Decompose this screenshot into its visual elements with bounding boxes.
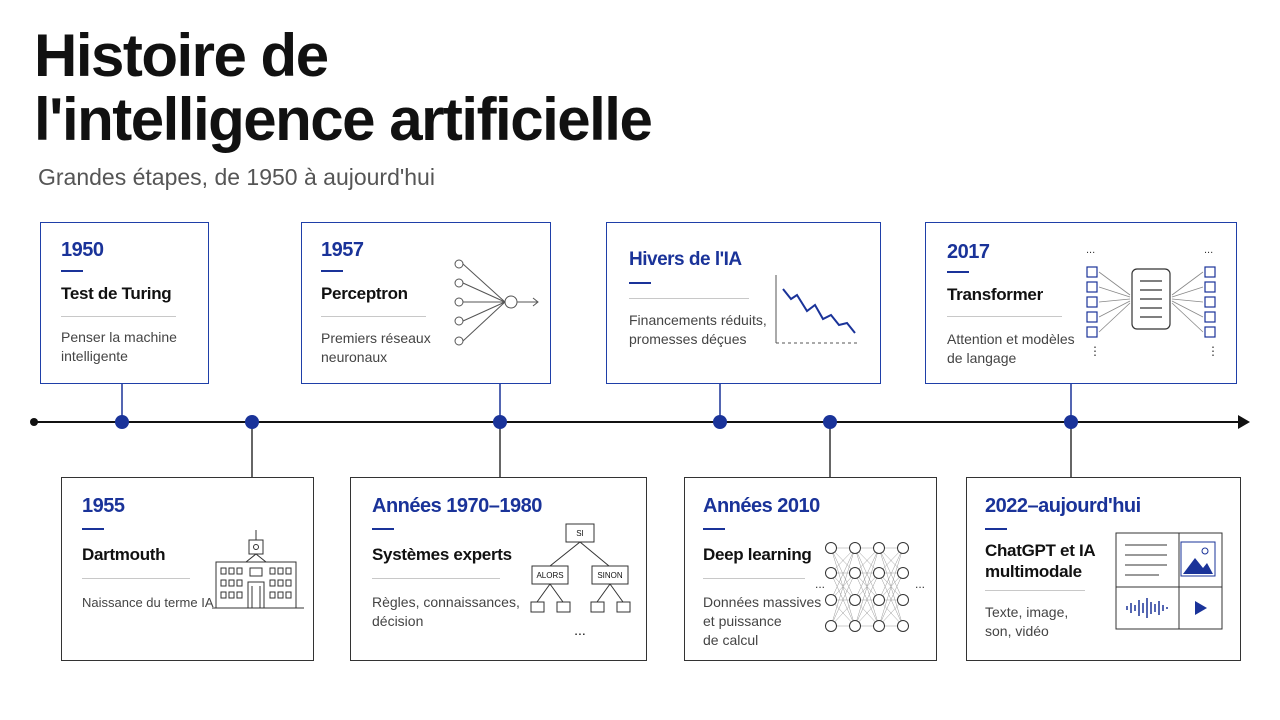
event-description: Attention et modèles de langage	[947, 331, 1075, 366]
svg-text:...: ...	[1086, 244, 1096, 256]
tree-root-label: SI	[576, 529, 584, 538]
network-node	[850, 595, 861, 606]
network-node	[898, 595, 909, 606]
event-title: Perceptron	[321, 284, 408, 303]
university-building-icon	[212, 528, 308, 612]
image-icon	[1183, 558, 1213, 574]
declining-chart-icon	[775, 275, 865, 350]
event-year: 1955	[82, 495, 125, 517]
event-description: Règles, connaissances, décision	[372, 594, 520, 629]
event-title: ChatGPT et IA multimodale	[985, 541, 1096, 581]
network-node	[874, 568, 885, 579]
network-node	[874, 595, 885, 606]
network-node	[826, 568, 837, 579]
accent-dash	[629, 282, 651, 284]
marker-winters	[713, 415, 727, 429]
card-chatgpt	[966, 477, 1241, 661]
network-node	[850, 543, 861, 554]
marker-2017	[1064, 415, 1078, 429]
event-title: Test de Turing	[61, 284, 172, 303]
card-dartmouth	[61, 477, 314, 661]
event-year: 1950	[61, 239, 104, 261]
timeline-start-dot	[30, 418, 38, 426]
event-description: Financements réduits, promesses déçues	[629, 312, 767, 347]
title-line-1: Histoire de	[34, 22, 328, 89]
card-expert-systems	[350, 477, 647, 661]
card-deep-learning	[684, 477, 937, 661]
network-node	[874, 621, 885, 632]
event-year: 2022–aujourd'hui	[985, 495, 1141, 517]
divider	[61, 316, 176, 317]
marker-2010	[823, 415, 837, 429]
network-node	[898, 543, 909, 554]
accent-dash	[82, 528, 104, 530]
event-title: Systèmes experts	[372, 545, 512, 564]
card-perceptron	[301, 222, 551, 384]
event-description: Texte, image, son, vidéo	[985, 604, 1069, 639]
accent-dash	[61, 270, 83, 272]
event-year: 2017	[947, 241, 990, 263]
perceptron-icon	[450, 253, 550, 353]
accent-dash	[703, 528, 725, 530]
network-node	[826, 621, 837, 632]
play-icon	[1195, 601, 1207, 615]
svg-text:⋮: ⋮	[1207, 344, 1219, 358]
timeline-arrowhead	[1238, 415, 1250, 429]
marker-1950	[115, 415, 129, 429]
decision-tree-icon	[529, 522, 639, 642]
divider	[703, 578, 805, 579]
title-line-2: l'intelligence artificielle	[34, 86, 652, 153]
event-year: Années 2010	[703, 495, 820, 517]
marker-1955	[245, 415, 259, 429]
card-transformer	[925, 222, 1237, 384]
card-ai-winters	[606, 222, 881, 384]
svg-text:...: ...	[1204, 244, 1214, 256]
divider	[985, 590, 1085, 591]
page-subtitle: Grandes étapes, de 1950 à aujourd'hui	[38, 164, 435, 190]
divider	[372, 578, 500, 579]
event-description: Penser la machine intelligente	[61, 329, 177, 364]
divider	[321, 316, 426, 317]
network-node	[898, 621, 909, 632]
network-node	[826, 543, 837, 554]
accent-dash	[985, 528, 1007, 530]
network-more-left: ...	[815, 577, 826, 591]
neural-network-icon	[815, 538, 931, 638]
tree-more: ...	[574, 622, 586, 638]
svg-text:⋮: ⋮	[1089, 344, 1101, 358]
event-description: Naissance du terme IA	[82, 595, 214, 610]
accent-dash	[372, 528, 394, 530]
card-turing	[40, 222, 209, 384]
network-node	[874, 543, 885, 554]
accent-dash	[947, 271, 969, 273]
event-title: Deep learning	[703, 545, 812, 564]
network-node	[826, 595, 837, 606]
event-year: Années 1970–1980	[372, 495, 542, 517]
event-title: Transformer	[947, 285, 1043, 304]
event-title: Dartmouth	[82, 545, 166, 564]
event-title: Hivers de l'IA	[629, 249, 742, 270]
tree-right-label: SINON	[597, 571, 623, 580]
network-node	[850, 568, 861, 579]
event-description: Données massives et puissance de calcul	[703, 594, 822, 648]
event-year: 1957	[321, 239, 364, 261]
divider	[947, 316, 1062, 317]
divider	[82, 578, 190, 579]
network-more-right: ...	[915, 577, 926, 591]
multimodal-icon	[1115, 532, 1225, 632]
transformer-icon	[1084, 243, 1224, 363]
tree-left-label: ALORS	[536, 571, 564, 580]
marker-1957	[493, 415, 507, 429]
divider	[629, 298, 749, 299]
accent-dash	[321, 270, 343, 272]
network-node	[850, 621, 861, 632]
event-description: Premiers réseaux neuronaux	[321, 330, 431, 365]
network-node	[898, 568, 909, 579]
